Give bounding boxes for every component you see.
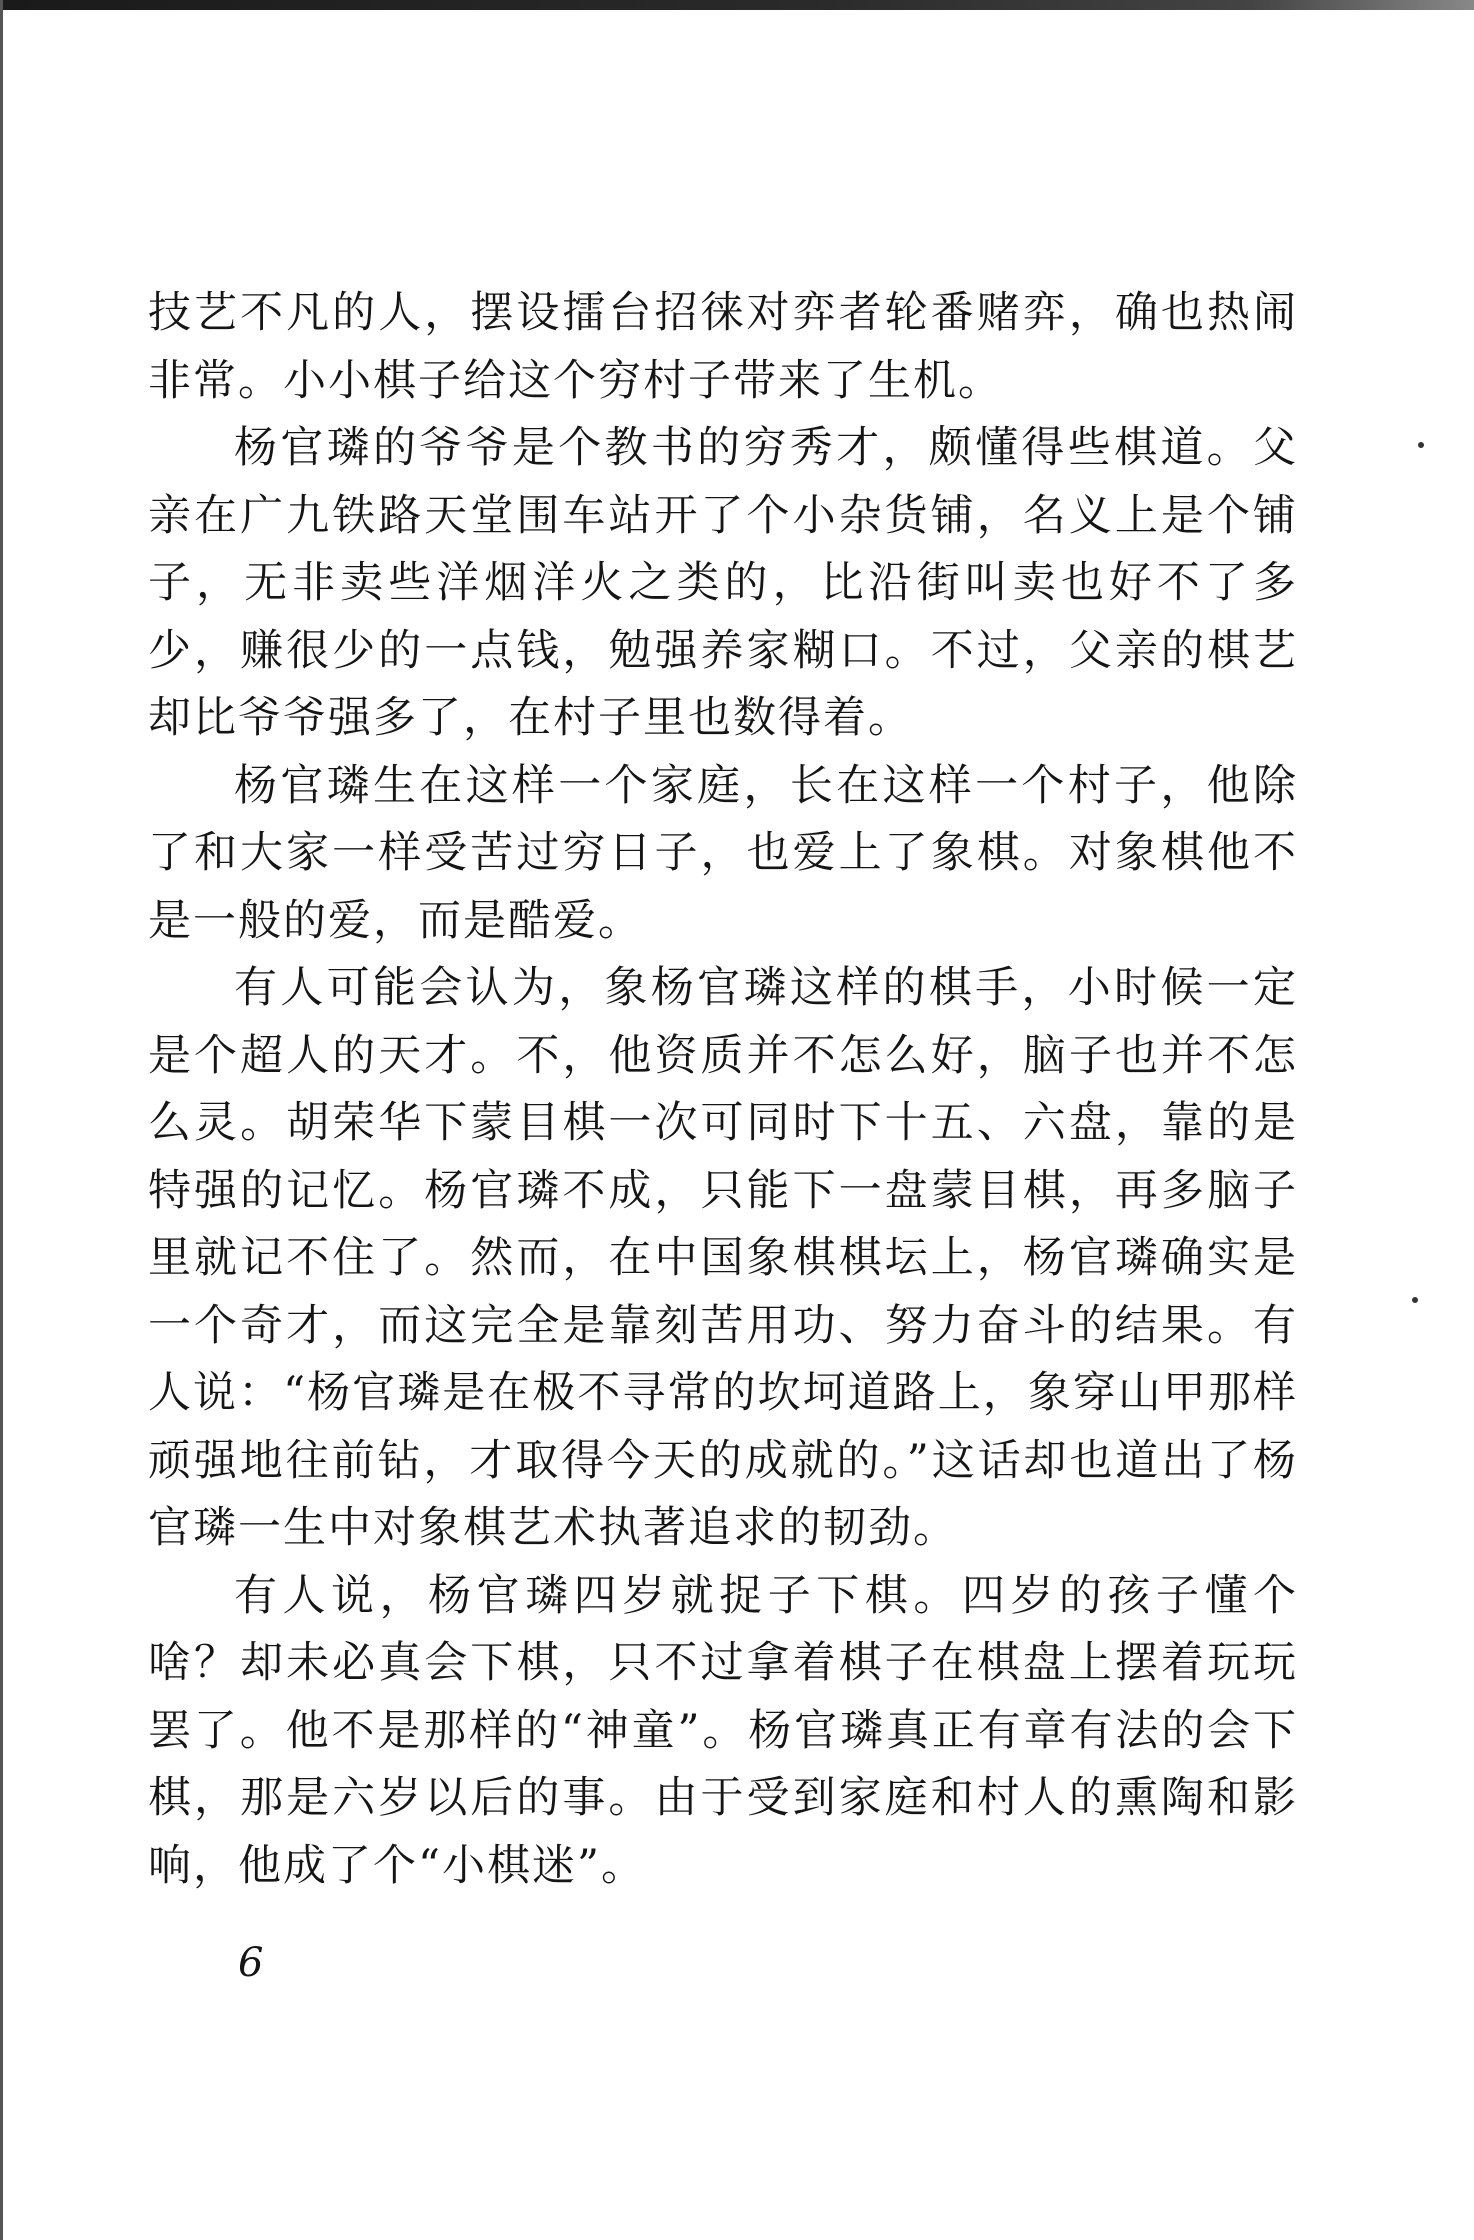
scan-speck [1418,442,1424,448]
paragraph-4: 有人可能会认为，象杨官璘这样的棋手，小时候一定是个超人的天才。不，他资质并不怎么好，脑子也并不怎么灵。胡荣华下蒙目棋一次可同时下十五、六盘，靠的是特强的记忆。杨官璘不成，只能下一盘蒙目棋，再多脑子里就记不住了。然而，在中国象棋棋坛上，杨官璘确实是一个奇才，而这完全是靠刻苦用功、努力奋斗的结果。有人说：“杨官璘是在极不寻常的坎坷道路上，象穿山甲那样顽强地往前钻，才取得今天的成就的。”这话却也道出了杨官璘一生中对象棋艺术执著追求的韧劲。 [148,963,1298,1553]
body-text [148,280,1298,1900]
top-scan-border [0,0,1474,10]
left-scan-border [0,0,3,2240]
paragraph-3: 杨官璘生在这样一个家庭，长在这样一个村子，他除了和大家一样受苦过穷日子，也爱上了象棋。对象棋他不是一般的爱，而是酷爱。 [148,760,1298,946]
paragraph-2: 杨官璘的爷爷是个教书的穷秀才，颇懂得些棋道。父亲在广九铁路天堂围车站开了个小杂货铺，名义上是个铺子，无非卖些洋烟洋火之类的，比沿街叫卖也好不了多少，赚很少的一点钱，勉强养家糊口。不过，父亲的棋艺却比爷爷强多了，在村子里也数得着。 [148,423,1298,743]
paragraph-1: 技艺不凡的人，摆设擂台招徕对弈者轮番赌弈，确也热闹非常。小小棋子给这个穷村子带来了生机。 [148,288,1298,406]
paragraph-5: 有人说，杨官璘四岁就捉子下棋。四岁的孩子懂个啥？却未必真会下棋，只不过拿着棋子在棋盘上摆着玩玩罢了。他不是那样的“神童”。杨官璘真正有章有法的会下棋，那是六岁以后的事。由于受到家庭和村人的熏陶和影响，他成了个“小棋迷”。 [148,1570,1298,1891]
page-number: 6 [238,1940,264,1986]
scan-speck [1412,1297,1418,1303]
